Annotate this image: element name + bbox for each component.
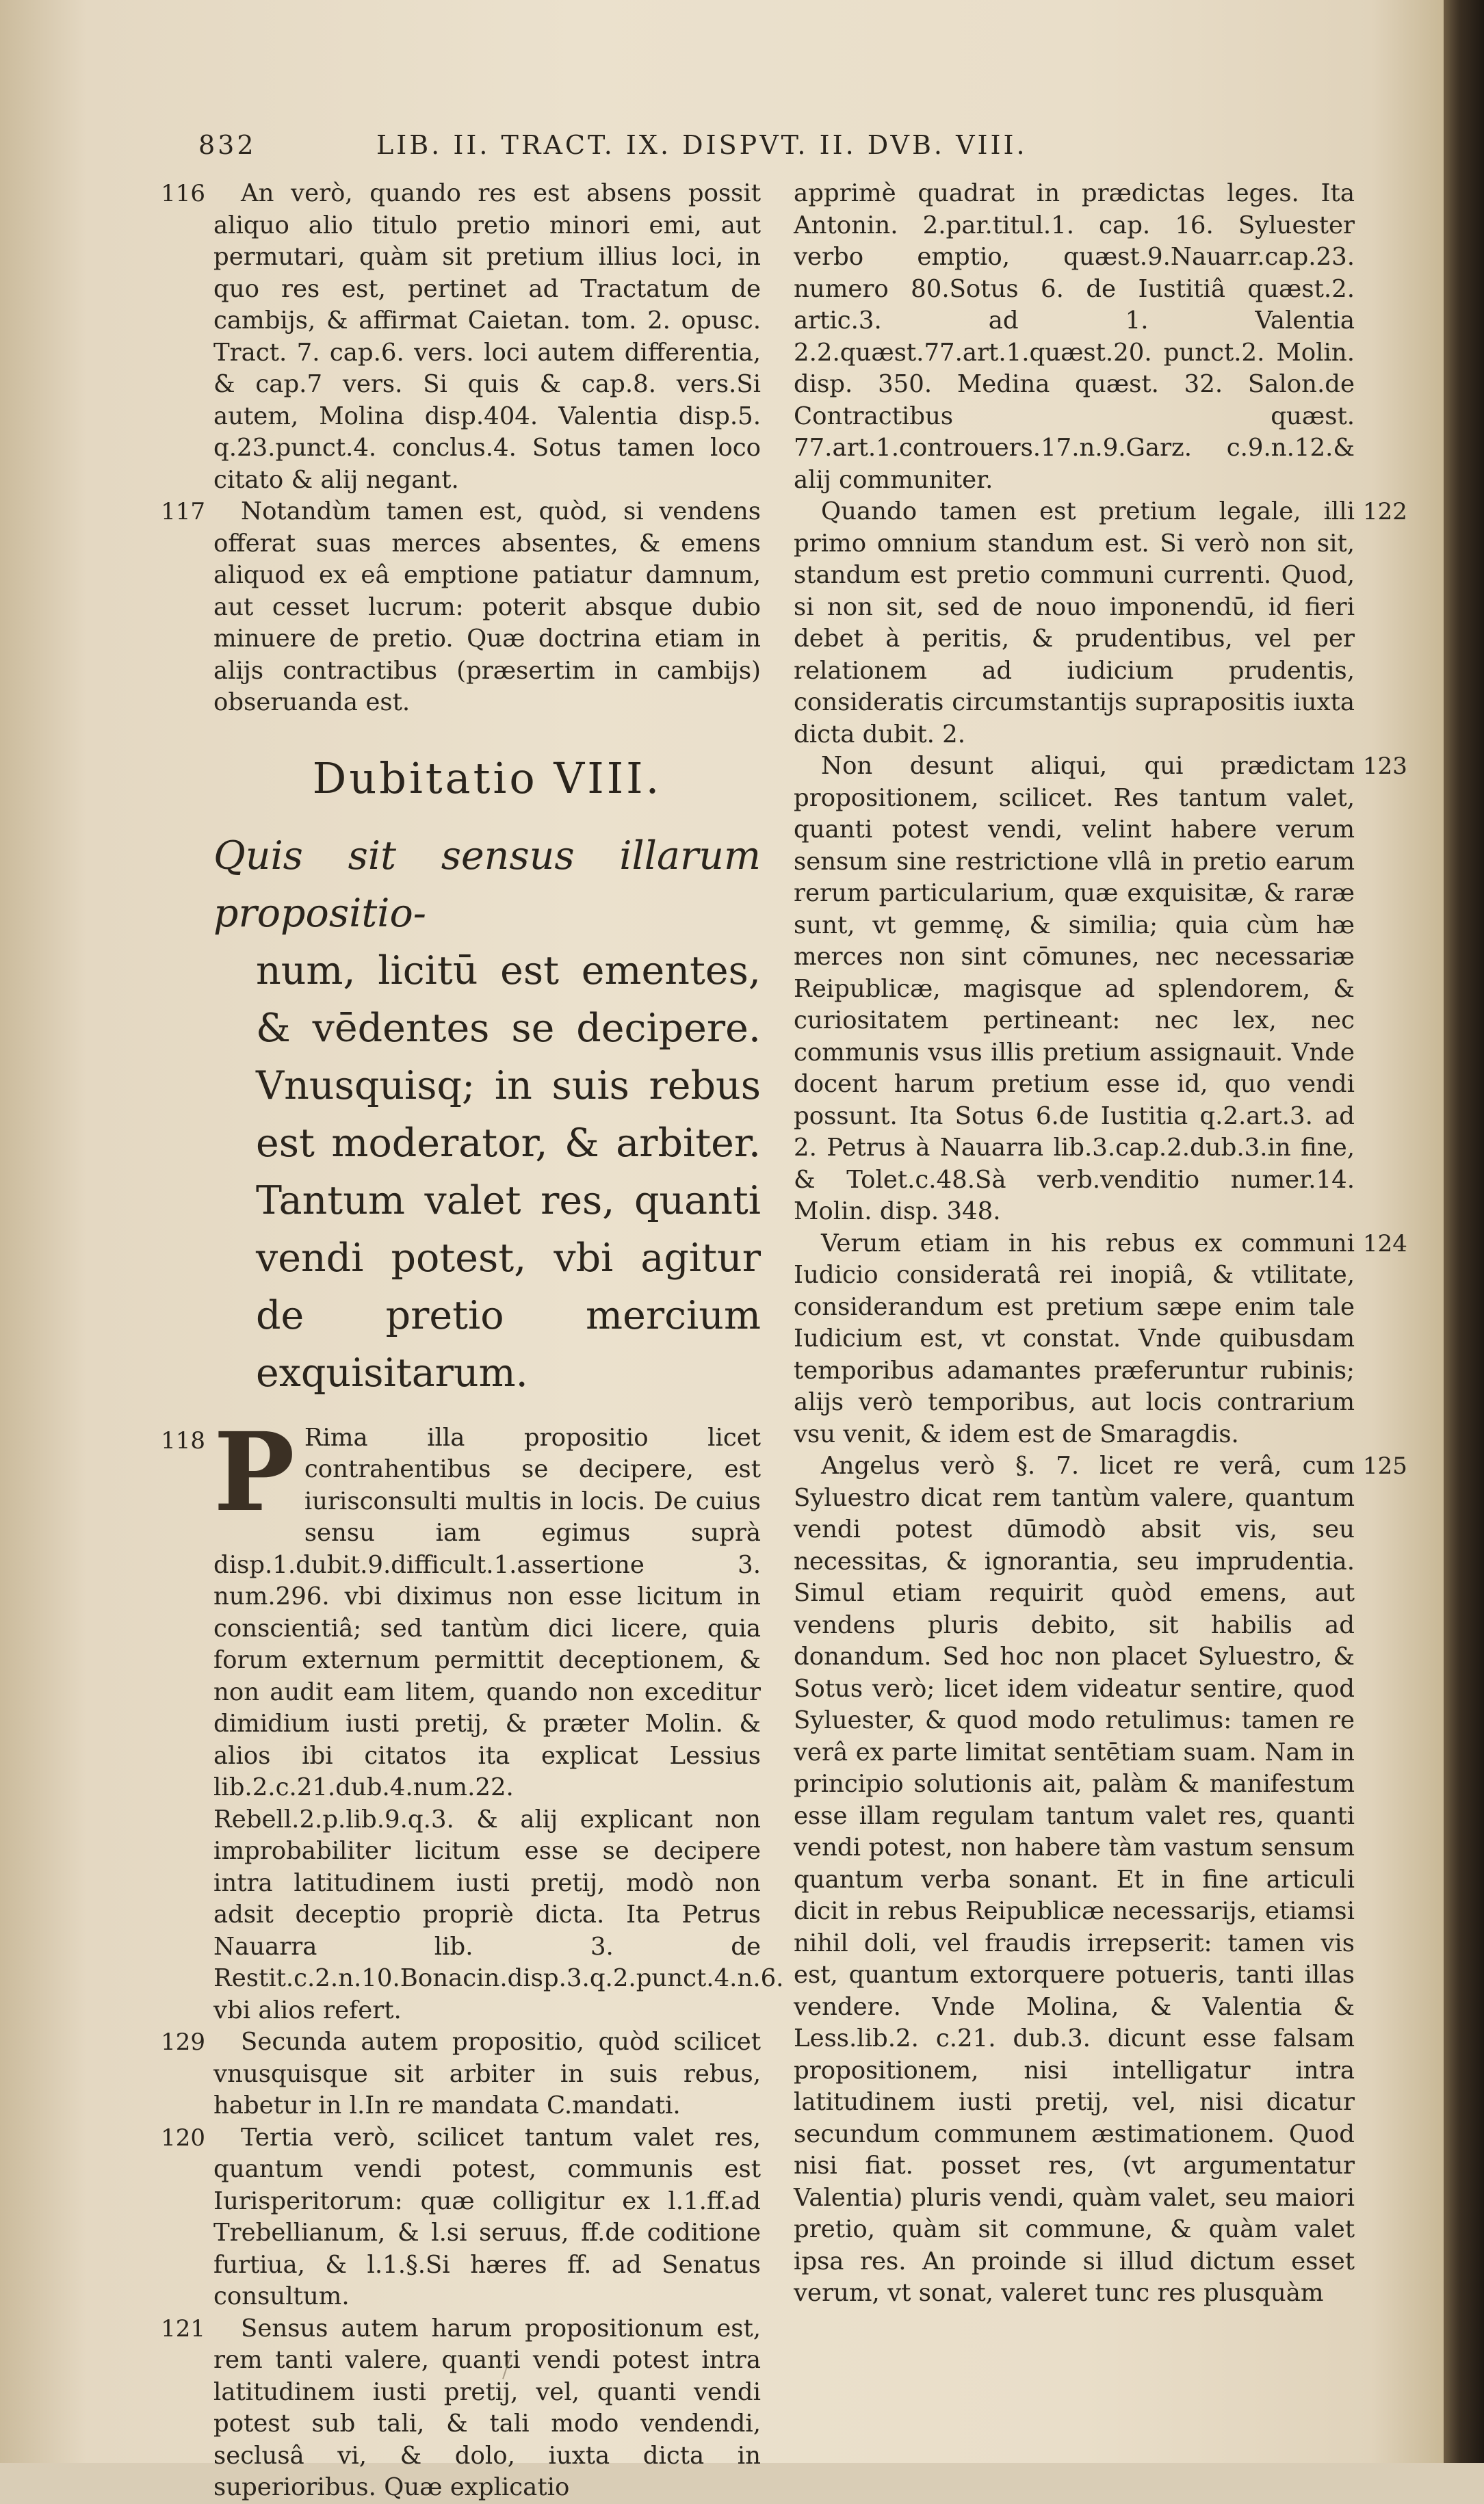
right-column xyxy=(794,178,1407,2310)
margin-number: 123 xyxy=(1363,753,1407,780)
margin-number: 117 xyxy=(161,498,205,525)
margin-number: 124 xyxy=(1363,1229,1407,1257)
margin-number: 121 xyxy=(161,2314,205,2343)
paragraph-116 xyxy=(161,178,761,496)
paragraph-120 xyxy=(161,2122,761,2313)
paragraph-text: Verum etiam in his rebus ex communi Iudicio consideratâ rei inopiâ, & vtilitate, considerandum est pretium sæpe enim tale Iudicium est, vt constat. Vnde quibusdam temporibus adamantes præferuntur rubinis; alijs verò temporibus, aut locis contrarium vsu venit, & idem est de Smaragdis. xyxy=(794,1229,1355,1448)
drop-cap: P xyxy=(213,1409,295,1536)
paragraph-text: Notandùm tamen est, quòd, si vendens offerat suas merces absentes, & emens aliquod ex eâ emptione patiatur damnum, aut cesset lucrum: poterit absque dubio minuere de pretio. Quæ doctrina etiam in alijs contractibus (præsertim in cambijs) obseruanda est. xyxy=(213,497,761,716)
paragraph-text: Secunda autem propositio, quòd scilicet vnusquisque sit arbiter in suis rebus, habetur in l.In re mandata C.mandati. xyxy=(213,2028,761,2120)
question-first-line: Quis sit sensus illarum propositio- xyxy=(213,833,761,936)
left-column xyxy=(161,178,784,2504)
margin-number: 116 xyxy=(161,180,205,207)
question-rest: num, licitū est ementes, & vēdentes se decipere. Vnusquisq; in suis rebus est moderator, & arbiter. Tantum valet res, quanti vendi potest, vbi agitur de pretio mercium exquisitarum. xyxy=(256,948,761,1396)
margin-number: 118 xyxy=(161,1426,205,1455)
paragraph-text: Tertia verò, scilicet tantum valet res, quantum vendi potest, communis est Iurisperitorum: quæ colligitur ex l.1.ff.ad Trebellianum, & l.si seruus, ff.de coditione furtiua, & l.1.§.Si hæres ff. ad Senatus consultum. xyxy=(213,2123,761,2310)
paragraph-121 xyxy=(161,2313,761,2504)
continuation-paragraph: apprimè quadrat in prædictas leges. Ita Antonin. 2.par.titul.1. cap. 16. Syluester verbo emptio, quæst.9.Nauarr.cap.23. numero 80.Sotus 6. de Iustitiâ quæst.2. artic.3. ad 1. Valentia 2.2.quæst.77.art.1.quæst.20. punct.2. Molin. disp. 350. Medina quæst. 32. Salon.de Contractibus quæst. 77.art.1.controuers.17.n.9.Garz. c.9.n.12.& alij communiter. xyxy=(794,179,1355,494)
binding-edge xyxy=(1444,0,1484,2463)
paragraph-text: An verò, quando res est absens possit aliquo alio titulo pretio minori emi, aut permutari, quàm sit pretium illius loci, in quo res est, pertinet ad Tractatum de cambijs, & affirmat Caietan. tom. 2. opusc. Tract. 7. cap.6. vers. loci autem differentia, & cap.7 vers. Si quis & cap.8. vers.Si autem, Molina disp.404. Valentia disp.5. q.23.punct.4. conclus.4. Sotus tamen loco citato & alij negant. xyxy=(213,179,761,494)
paragraph-123 xyxy=(794,751,1407,1228)
paragraph-129 xyxy=(161,2026,761,2122)
paragraph-text: Rima illa propositio licet contrahentibus se decipere, est iurisconsulti multis in locis. De cuius sensu iam egimus suprà disp.1.dubit.9.difficult.1.assertione 3. num.296. vbi diximus non esse licitum in conscientiâ; sed tantùm dici licere, quia forum externum permittit deceptionem, & non audit eam litem, quando non exceditur dimidium iusti pretij, & præter Molin. & alios ibi citatos ita explicat Lessius lib.2.c.21.dub.4.num.22. Rebell.2.p.lib.9.q.3. & alij explicant non improbabiliter licitum esse se decipere intra latitudinem iusti pretij, modò non adsit deceptio propriè dicta. Ita Petrus Nauarra lib. 3. de Restit.c.2.n.10.Bonacin.disp.3.q.2.punct.4.n.6. vbi alios refert. xyxy=(213,1423,784,2024)
paragraph-117 xyxy=(161,496,761,719)
margin-number: 129 xyxy=(161,2029,205,2056)
dubitatio-question xyxy=(213,827,761,1402)
page-header xyxy=(198,130,1266,178)
margin-number: 122 xyxy=(1363,498,1407,525)
paragraph-text: Non desunt aliqui, qui prædictam propositionem, scilicet. Res tantum valet, quanti potest vendi, velint habere verum sensum sine restrictione vllâ in pretio earum rerum particularium, quæ exquisitæ, & raræ sunt, vt gemmę, & similia; quia cùm hæ merces non sint cōmunes, nec necessariæ Reipublicæ, magisque ad splendorem, & curiositatem pertineant: nec lex, nec communis vsus illis pretium assignauit. Vnde docent harum pretium esse id, quo vendi possunt. Ita Sotus 6.de Iustitia q.2.art.3. ad 2. Petrus à Nauarra lib.3.cap.2.dub.3.in fine, & Tolet.c.48.Sà verb.venditio numer.14. Molin. disp. 348. xyxy=(794,752,1355,1225)
running-title: LIB. II. TRACT. IX. DISPVT. II. DVB. VIII. xyxy=(376,130,1028,160)
dubitatio-title: Dubitatio VIII. xyxy=(312,753,662,803)
page-number: 832 xyxy=(198,130,257,160)
paragraph-text: Angelus verò §. 7. licet re verâ, cum Syluestro dicat rem tantùm valere, quantum vendi potest dūmodò absit vis, seu necessitas, & ignorantia, seu imprudentia. Simul etiam requirit quòd emens, aut vendens pluris debito, sit habilis ad donandum. Sed hoc non placet Syluestro, & Sotus verò; licet idem videatur sentire, quod Syluester, & quod modo retulimus: tamen re verâ ex parte limitat sentētiam suam. Nam in principio solutionis ait, palàm & manifestum esse illam regulam tantum valet res, quanti vendi potest, non habere tàm vastum sensum quantum verba sonant. Et in fine articuli dicit in rebus Reipublicæ necessarijs, etiamsi nihil doli, vel fraudis irrepserit: tamen vis est, quantum extorquere potueris, tanti illas vendere. Vnde Molina, & Valentia & Less.lib.2. c.21. dub.3. dicunt esse falsam propositionem, nisi intelligatur intra latitudinem iusti pretij, vel, nisi dicatur secundum communem æstimationem. Quod nisi fiat. posset res, (vt argumentatur Valentia) pluris vendi, quàm valet, seu maiori pretio, quàm sit commune, & quàm valet ipsa res. An proinde si illud dictum esset verum, vt sonat, valeret tunc res plusquàm xyxy=(794,1452,1355,2307)
paragraph-122 xyxy=(794,496,1407,751)
paragraph-text: Quando tamen est pretium legale, illi primo omnium standum est. Si verò non sit, standum est pretio communi currenti. Quod, si non sit, sed de nouo imponendū, id fieri debet à peritis, & prudentibus, vel per relationem ad iudicium prudentis, consideratis circumstantijs suprapositis iuxta dicta dubit. 2. xyxy=(794,497,1355,748)
paragraph-118 xyxy=(161,1409,784,2027)
paragraph-124 xyxy=(794,1228,1407,1451)
paragraph-text: Sensus autem harum propositionum est, rem tanti valere, quanti vendi potest intra latitudinem iusti pretij, vel, quanti vendi potest sub tali, & tali modo vendendi, seclusâ vi, & dolo, iuxta dicta in superioribus. Quæ explicatio xyxy=(213,2314,761,2501)
margin-number: 125 xyxy=(1363,1452,1407,1480)
paragraph-125 xyxy=(794,1450,1407,2310)
margin-number: 120 xyxy=(161,2124,205,2152)
